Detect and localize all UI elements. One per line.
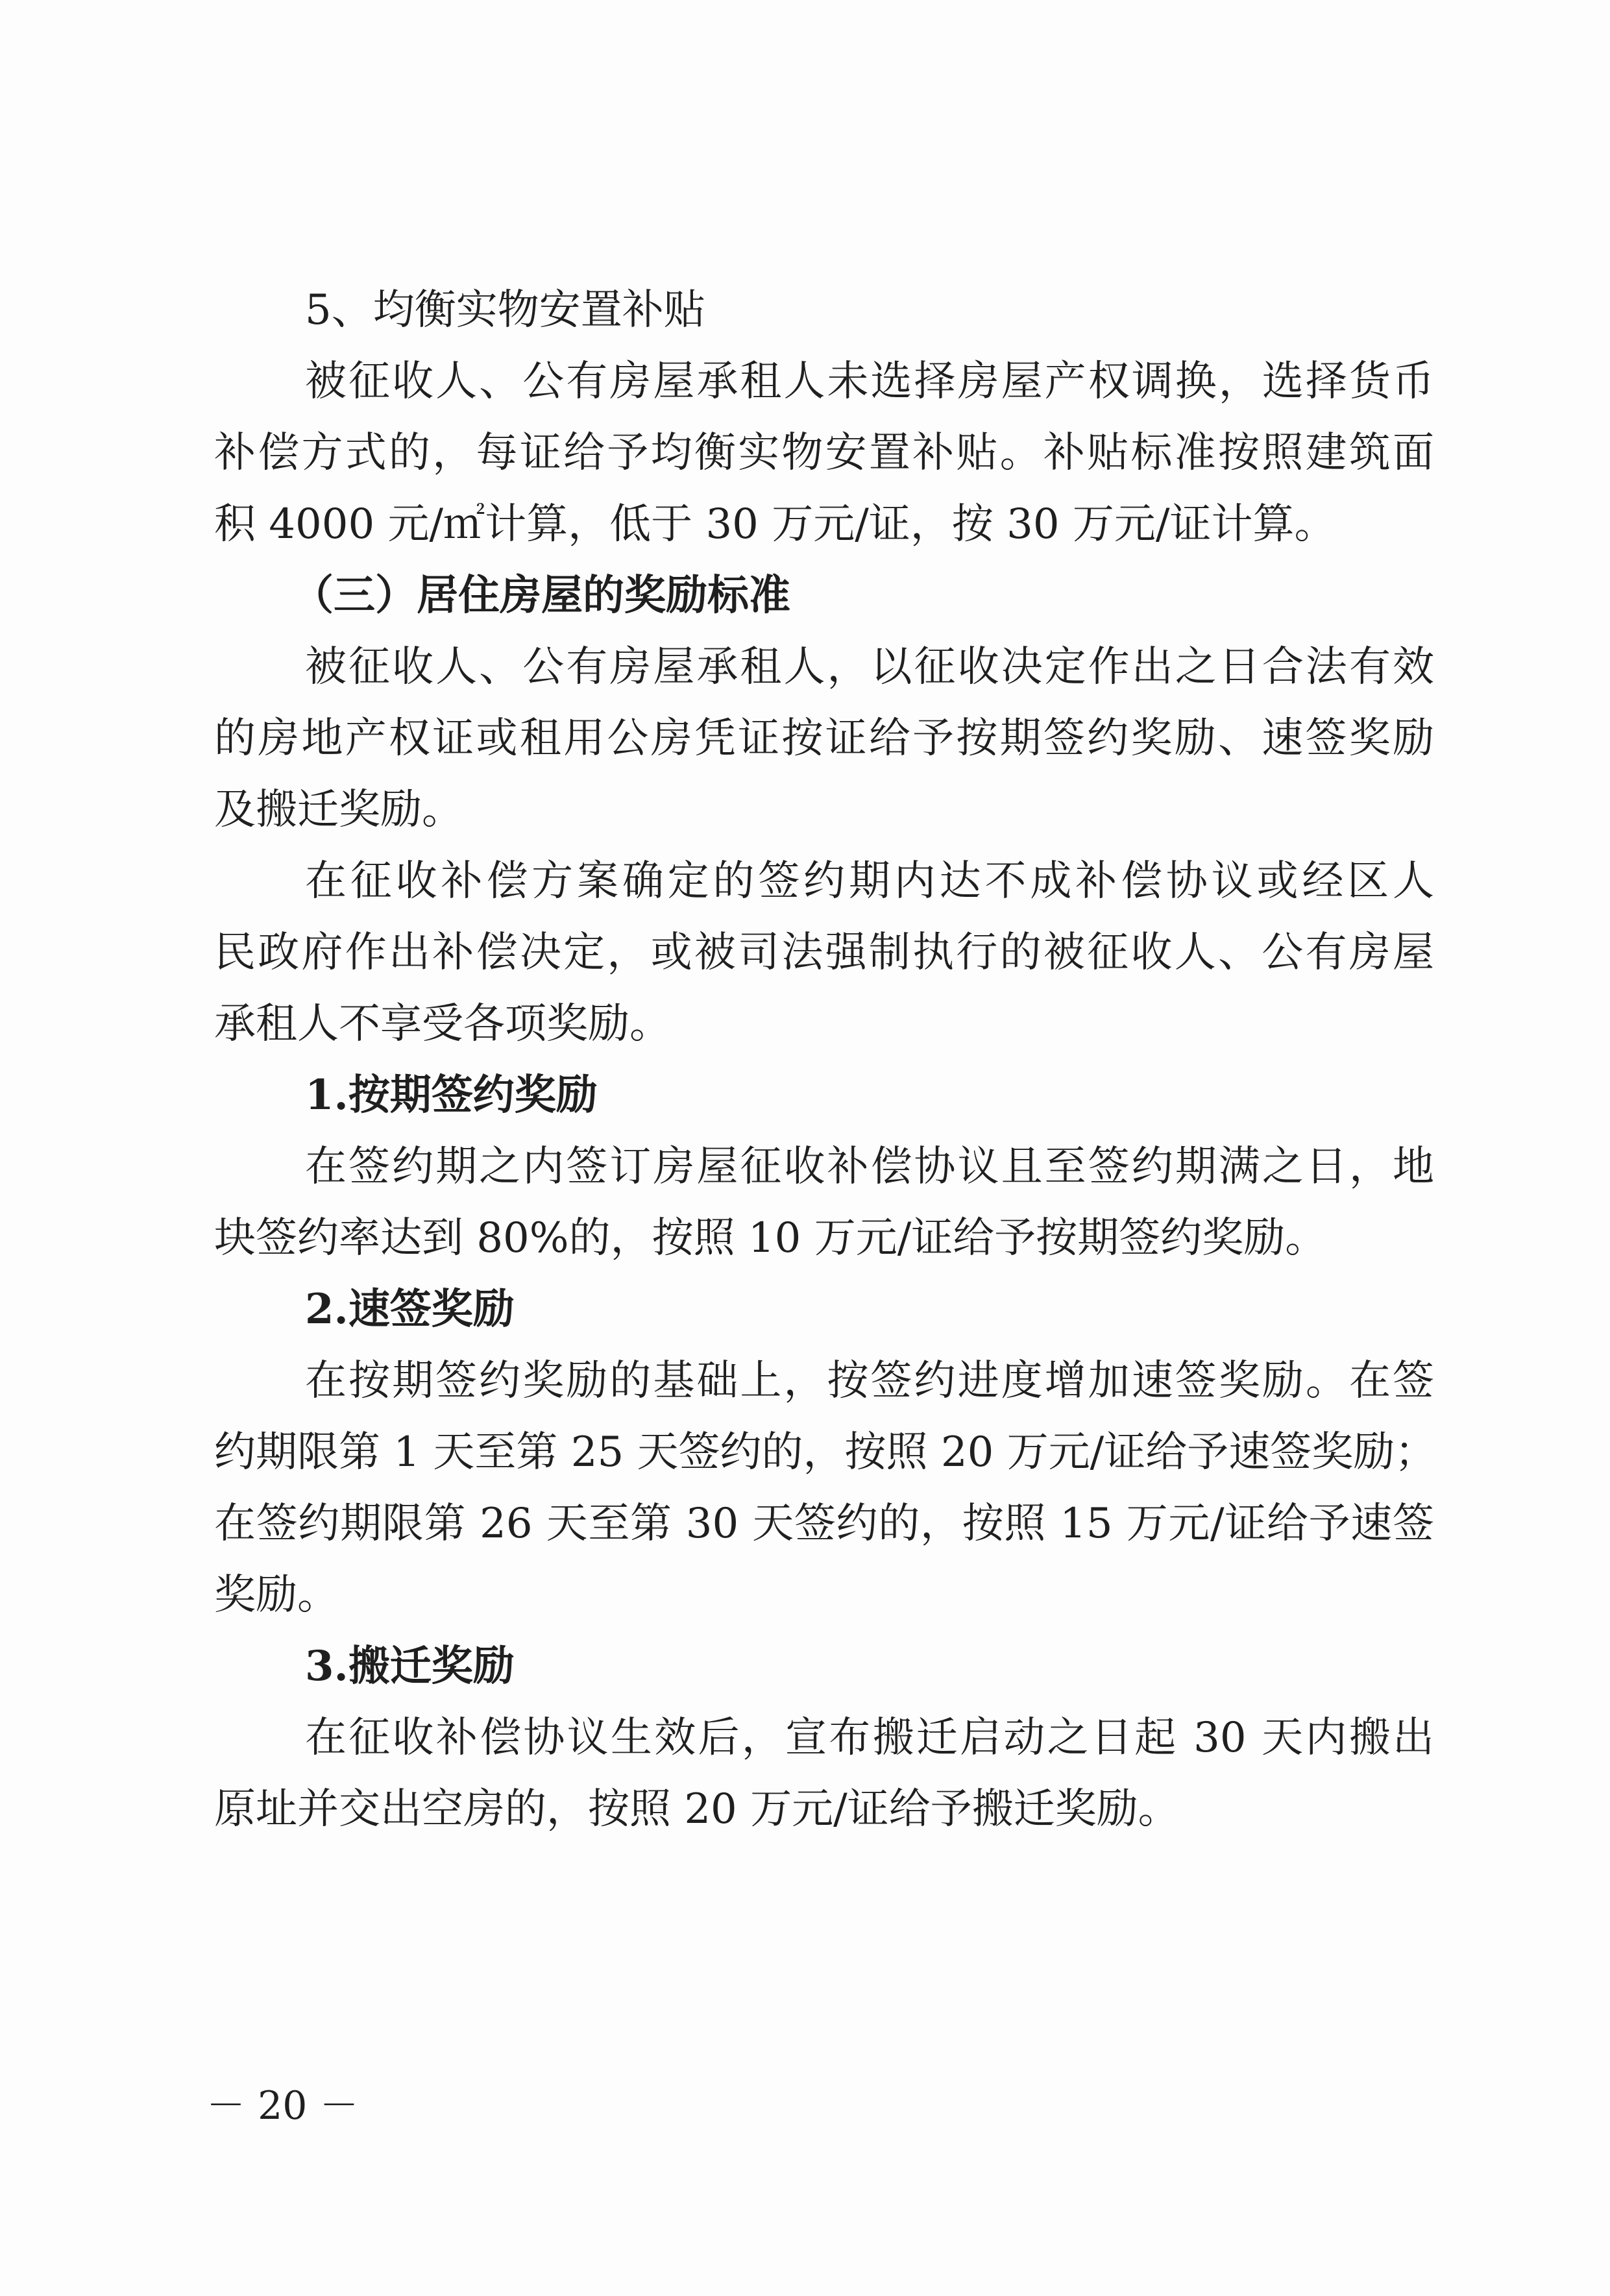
subheading-2: 2.速签奖励 — [305, 1285, 515, 1334]
subheading-3: 3.搬迁奖励 — [305, 1642, 515, 1691]
paragraph-line: 在征收补偿方案确定的签约期内达不成补偿协议或经区人 — [305, 857, 1434, 905]
paragraph-line: 在签约期限第 26 天至第 30 天签约的，按照 15 万元/证给予速签 — [214, 1500, 1434, 1548]
paragraph-line: 及搬迁奖励。 — [214, 786, 463, 834]
paragraph-line: 承租人不享受各项奖励。 — [214, 1000, 671, 1048]
paragraph-line: 积 4000 元/㎡计算，低于 30 万元/证，按 30 万元/证计算。 — [214, 500, 1336, 548]
paragraph-line: 奖励。 — [214, 1571, 339, 1619]
paragraph-line: 补偿方式的，每证给予均衡实物安置补贴。补贴标准按照建筑面 — [214, 429, 1434, 477]
page-number: － 20 － — [206, 2083, 359, 2129]
paragraph-line: 民政府作出补偿决定，或被司法强制执行的被征收人、公有房屋 — [214, 929, 1434, 977]
paragraph-line: 在签约期之内签订房屋征收补偿协议且至签约期满之日，地 — [305, 1143, 1434, 1191]
paragraph-line: 在按期签约奖励的基础上，按签约进度增加速签奖励。在签 — [305, 1357, 1434, 1405]
paragraph-line: 约期限第 1 天至第 25 天签约的，按照 20 万元/证给予速签奖励； — [214, 1428, 1437, 1476]
heading-item-5: 5、均衡实物安置补贴 — [305, 286, 705, 334]
section-heading-3: （三）居住房屋的奖励标准 — [292, 571, 790, 620]
paragraph-line: 的房地产权证或租用公房凭证按证给予按期签约奖励、速签奖励 — [214, 714, 1434, 763]
subheading-1: 1.按期签约奖励 — [305, 1071, 598, 1119]
paragraph-line: 被征收人、公有房屋承租人，以征收决定作出之日合法有效 — [305, 643, 1434, 691]
paragraph-line: 原址并交出空房的，按照 20 万元/证给予搬迁奖励。 — [214, 1785, 1180, 1833]
paragraph-line: 在征收补偿协议生效后，宣布搬迁启动之日起 30 天内搬出 — [305, 1714, 1434, 1762]
paragraph-line: 被征收人、公有房屋承租人未选择房屋产权调换，选择货币 — [305, 358, 1434, 406]
paragraph-line: 块签约率达到 80%的，按照 10 万元/证给予按期签约奖励。 — [214, 1214, 1327, 1262]
